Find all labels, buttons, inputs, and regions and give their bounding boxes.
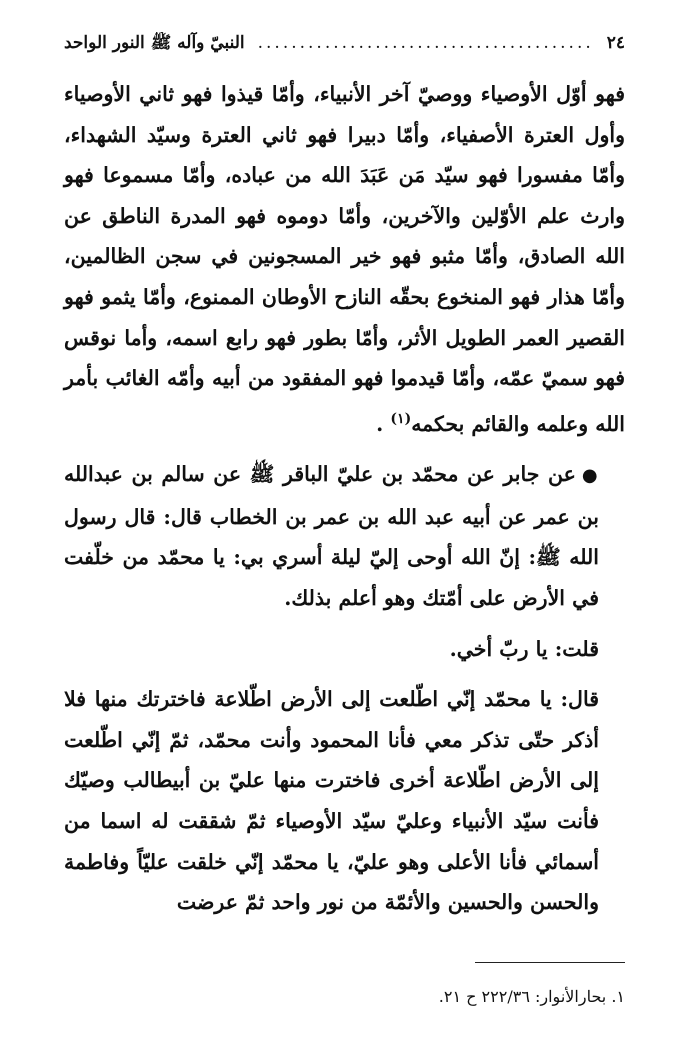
body-text (64, 74, 625, 923)
footnote: ١. بحارالأنوار: ٢٢٢/٣٦ ح ٢١. (438, 987, 625, 1006)
paragraph-4: قال: يا محمّد إنّي اطّلعت إلى الأرض اطّلاعة فاخترتك منها فلا أذكر حتّى تذكر معي فأنا المحمود وأنت محمّد، ثمّ إنّي اطّلعت إلى الأرض اطّلاعة أخرى فاخترت منها عليّ بن أبيطالب وصيّك فأنت سيّد الأنبياء وعليّ سيّد الأوصياء ثمّ شققت له اسما من أسمائي فأنا الأعلى وهو عليّ، يا محمّد إنّي خلقت عليّاً وفاطمة والحسن والحسين والأئمّة من نور واحد ثمّ عرضت (64, 687, 599, 915)
bullet-dot-icon: ● (581, 465, 599, 487)
book-page (64, 0, 625, 1053)
footnote-reference: (١) (390, 410, 412, 427)
footnote-divider (475, 962, 625, 963)
header-leader-dots: ........................................ (257, 33, 594, 53)
paragraph-1 (64, 74, 625, 444)
paragraph-1-end: . (376, 411, 384, 436)
running-header (64, 32, 625, 58)
paragraph-2-text: عن جابر عن محمّد بن عليّ الباقر ﷺ عن سالم بن عبدالله بن عمر عن أبيه عبد الله بن عمر بن الخطاب قال: قال رسول الله ﷺ: إنّ الله أوحى إليّ ليلة أسري بي: يا محمّد من خلّفت في الأرض على أمّتك وهو أعلم بذلك. (64, 462, 599, 610)
paragraph-2 (64, 454, 625, 618)
paragraph-3: قلت: يا ربّ أخي. (449, 636, 599, 661)
page-number: ٢٤ (606, 33, 625, 53)
paragraph-1-text: فهو أوّل الأوصياء ووصيّ آخر الأنبياء، وأمّا قيذوا فهو ثاني الأوصياء وأول العترة الأصفياء، وأمّا دبيرا فهو ثاني العترة وسيّد الشهداء، وأمّا مفسورا فهو سيّد مَن عَبَدَ الله من عباده، وأمّا مسموعا فهو وارث علم الأوّلين والآخرين، وأمّا دوموه فهو المدرة الناطق عن الله الصادق، وأمّا مثبو فهو خير المسجونين في سجن الظالمين، وأمّا هذار فهو المنخوع بحقّه النازح الأوطان الممنوع، وأمّا يثمو فهو القصير العمر الطويل الأثر، وأمّا بطور فهو رابع اسمه، وأما نوقس فهو سميّ عمّه، وأمّا قيدموا فهو المفقود من أبيه وأمّه الغائب بأمر الله وعلمه والقائم بحكمه (64, 82, 625, 436)
running-title: النبيّ وآله ﷺ النور الواحد (64, 33, 245, 53)
